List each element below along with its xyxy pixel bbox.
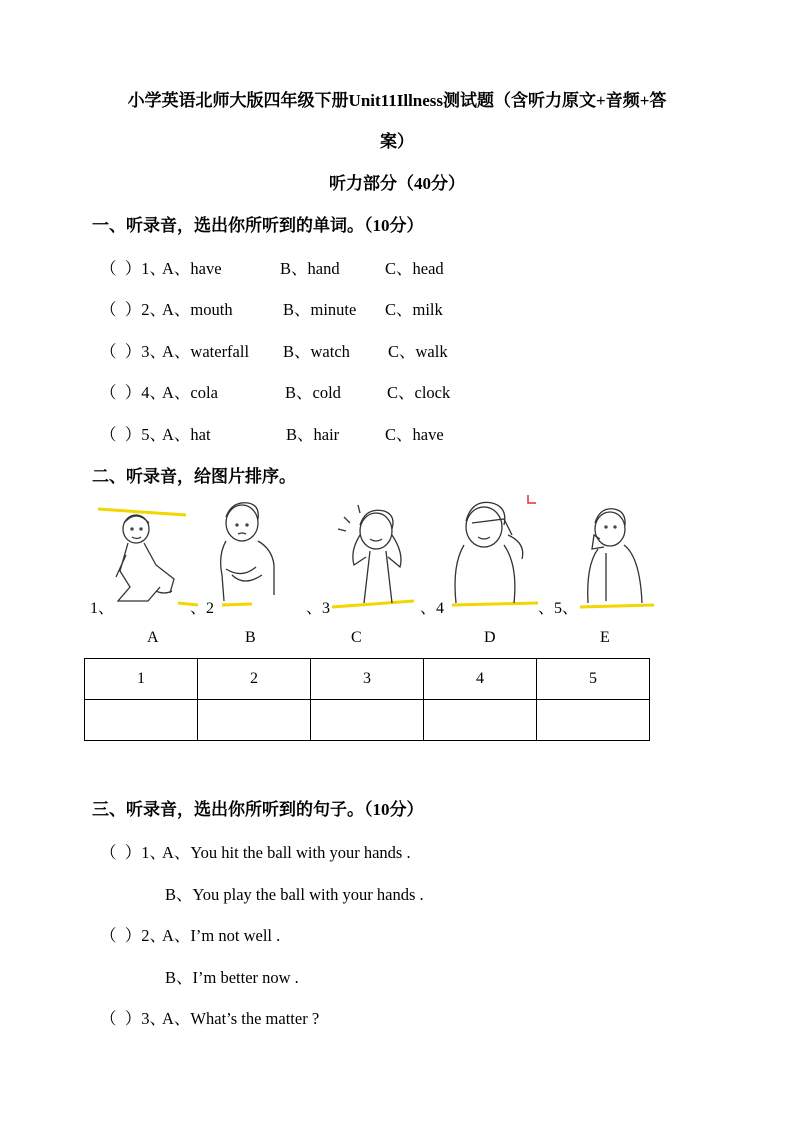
- table-header-row: [85, 659, 650, 700]
- slot-number: 、3: [306, 600, 331, 617]
- option-b: B、watch: [283, 342, 350, 361]
- document-title-line-2: 案）: [380, 132, 414, 151]
- picture-label-e: E: [600, 629, 610, 646]
- option-c: C、head: [385, 259, 444, 278]
- question-prefix: （ ）3、: [100, 1009, 166, 1028]
- slot-number: 、2: [190, 600, 215, 617]
- section-1-heading: 一、听录音，选出你所听到的单词。（10分）: [92, 216, 424, 235]
- question-prefix: （ ）5、: [100, 425, 166, 444]
- sentence-option: A、What’s the matter ?: [162, 1009, 320, 1028]
- answer-cell[interactable]: [537, 700, 650, 741]
- option-c: C、milk: [385, 300, 443, 319]
- answer-cell[interactable]: [424, 700, 537, 741]
- answer-cell[interactable]: [198, 700, 311, 741]
- boy-coughing-illustration: [570, 495, 660, 610]
- option-b: B、hair: [286, 425, 340, 444]
- question-prefix: （ ）3、: [100, 342, 166, 361]
- option-a: A、cola: [162, 383, 218, 402]
- section-3-heading: 三、听录音，选出你所听到的句子。（10分）: [92, 800, 424, 819]
- listening-part-subtitle: 听力部分（40分）: [329, 174, 465, 193]
- table-header-cell: 5: [537, 659, 650, 700]
- ordering-answer-table: [84, 658, 650, 741]
- slot-number: 1、: [90, 600, 115, 617]
- question-prefix: （ ）1、: [100, 843, 166, 862]
- option-b: B、hand: [280, 259, 340, 278]
- picture-label-c: C: [351, 629, 362, 646]
- sentence-option: A、You hit the ball with your hands .: [162, 843, 411, 862]
- document-title-line-1: 小学英语北师大版四年级下册Unit11Illness测试题（含听力原文+音频+答: [127, 91, 667, 110]
- table-answer-row: [85, 700, 650, 741]
- table-header-cell: 2: [198, 659, 311, 700]
- option-a: A、waterfall: [162, 342, 250, 361]
- section-2-heading: 二、听录音，给图片排序。: [92, 467, 296, 486]
- option-a: A、hat: [162, 425, 211, 444]
- slot-number: 、5、: [538, 600, 579, 617]
- option-b: B、minute: [283, 300, 357, 319]
- sentence-option: B、I’m better now .: [165, 968, 299, 987]
- slot-number: 、4: [420, 600, 445, 617]
- question-prefix: （ ）2、: [100, 926, 166, 945]
- question-prefix: （ ）1、: [100, 259, 166, 278]
- option-c: C、walk: [388, 342, 448, 361]
- option-a: A、have: [162, 259, 222, 278]
- question-prefix: （ ）4、: [100, 383, 166, 402]
- table-header-cell: 1: [85, 659, 198, 700]
- option-b: B、cold: [285, 383, 341, 402]
- picture-label-d: D: [484, 629, 496, 646]
- table-header-cell: 4: [424, 659, 537, 700]
- sentence-option: A、I’m not well .: [162, 926, 281, 945]
- question-prefix: （ ）2、: [100, 300, 166, 319]
- option-c: C、clock: [387, 383, 451, 402]
- answer-cell[interactable]: [85, 700, 198, 741]
- table-header-cell: 3: [311, 659, 424, 700]
- option-a: A、mouth: [162, 300, 233, 319]
- answer-cell[interactable]: [311, 700, 424, 741]
- sentence-option: B、You play the ball with your hands .: [165, 885, 424, 904]
- boy-fever-illustration: [442, 495, 542, 610]
- boy-stomachache-illustration: [212, 495, 312, 610]
- option-c: C、have: [385, 425, 444, 444]
- picture-label-a: A: [147, 629, 159, 646]
- boy-headache-illustration: [330, 495, 430, 610]
- boy-sitting-hurt-knee-illustration: [98, 495, 198, 610]
- picture-label-b: B: [245, 629, 256, 646]
